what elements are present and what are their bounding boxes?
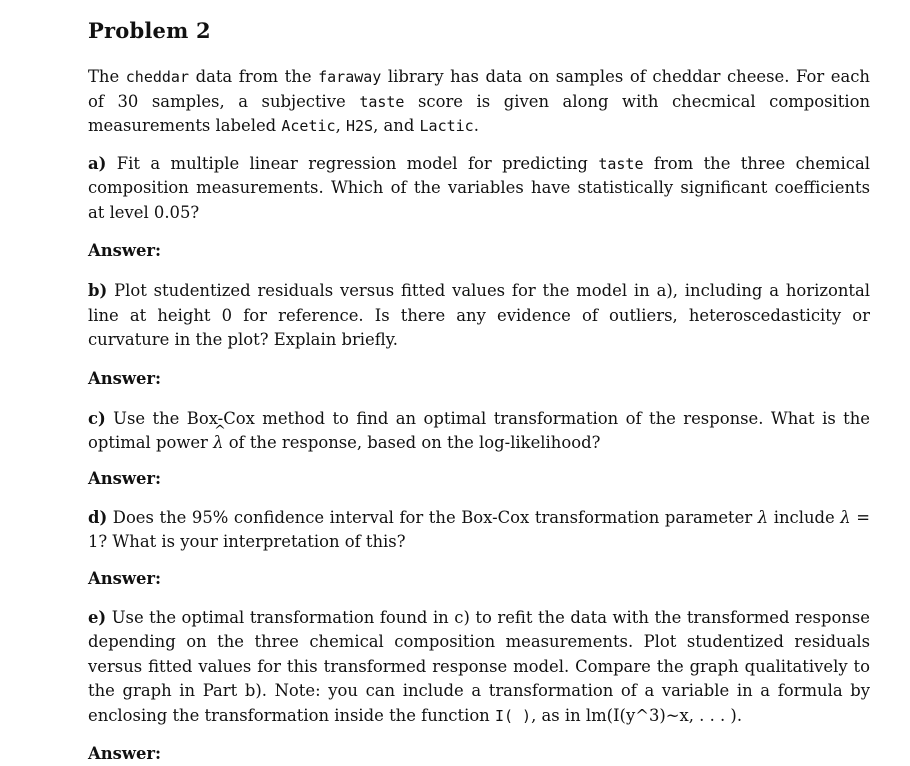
intro-text: data from the — [189, 67, 319, 86]
question-c-text: of the response, based on the log-likelihood? — [223, 433, 601, 452]
answer-b-label: Answer: — [88, 368, 162, 388]
question-d-text: = 1? What is your interpretation of this? — [88, 507, 871, 551]
intro-text: The — [88, 67, 126, 86]
question-a-text: from the three chemical composition measurements. Which of the variables have statistically significant coefficients at level 0.05? — [88, 153, 870, 222]
question-e-text: Use the optimal transformation found in c) to refit the data with the transformed response depending on the three chemical composition measurements. Plot studentized residuals versus fitted values for this transformed response model. Compare the graph qualitatively to the graph in Part b). Note: you can include a transformation of a variable in a formula by enclosing the transformation inside the function — [88, 607, 870, 725]
question-b-label: b) — [88, 281, 108, 300]
lambda-symbol: λ — [840, 507, 851, 527]
intro-paragraph — [88, 65, 870, 139]
code-h2s: H2S — [345, 117, 374, 135]
answer-d-label: Answer: — [88, 568, 162, 588]
question-c-label: c) — [88, 408, 106, 428]
question-d-text: include — [768, 507, 841, 527]
intro-text: library has data on samples of cheddar cheese. For each of 30 samples, a subjective — [88, 67, 870, 111]
code-faraway: faraway — [318, 68, 382, 86]
question-a-label: a) — [88, 153, 107, 173]
question-e-text: , as in lm(I(y^3)~x, . . . ). — [531, 705, 743, 725]
question-d-label: d) — [88, 507, 108, 527]
page-title: Problem 2 — [88, 18, 211, 43]
code-acetic: Acetic — [281, 117, 336, 135]
code-lactic: Lactic — [419, 117, 474, 135]
question-b-text: Plot studentized residuals versus fitted values for the model in a), including a horizontal line at height 0 for reference. Is there any evidence of outliers, heteroscedasticity or curvature in the plot? Explain briefly. — [88, 281, 870, 349]
answer-c-label: Answer: — [88, 468, 162, 488]
question-e — [88, 606, 870, 729]
question-d — [88, 506, 870, 555]
code-taste: taste — [359, 92, 405, 111]
code-cheddar: cheddar — [125, 68, 189, 86]
intro-text: , and — [373, 116, 420, 135]
code-taste: taste — [598, 154, 644, 173]
question-d-text: Does the 95% confidence interval for the Box-Cox transformation parameter — [107, 507, 758, 527]
answer-e-label: Answer: — [88, 744, 162, 763]
intro-text: . — [473, 116, 479, 135]
question-c — [88, 407, 870, 456]
code-i-function: I( ) — [494, 706, 532, 725]
intro-text: score is given along with checmical composition measurements labeled — [88, 91, 871, 135]
question-b — [88, 279, 870, 353]
question-e-label: e) — [88, 607, 107, 627]
intro-text: , — [335, 116, 346, 135]
question-c-text: Use the Box-Cox method to find an optimal transformation of the response. What is the optimal power — [88, 408, 870, 452]
question-a-text: Fit a multiple linear regression model for predicting — [106, 153, 599, 173]
document-page — [88, 18, 870, 766]
answer-a-label: Answer: — [88, 241, 162, 260]
question-a — [88, 152, 870, 226]
lambda-symbol: λ — [757, 507, 769, 527]
lambda-hat-symbol: ^ λ — [213, 431, 223, 456]
